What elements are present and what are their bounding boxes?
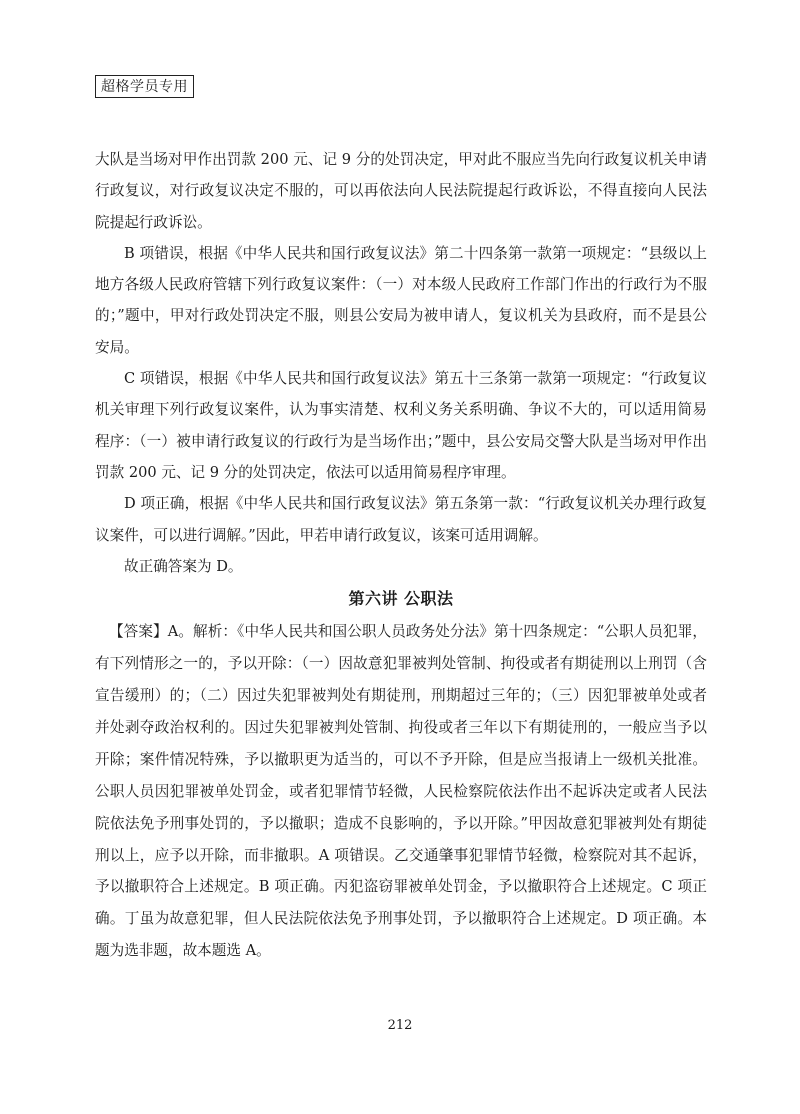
page-number: 212 — [387, 1018, 413, 1033]
section-title: 第六讲 公职法 — [348, 589, 454, 609]
paragraph-conclusion: 故正确答案为 D。 — [124, 557, 243, 575]
document-body — [95, 144, 707, 967]
paragraph-continuation: 大队是当场对甲作出罚款 200 元、记 9 分的处罚决定，甲对此不服应当先向行政复议机关申请行政复议，对行政复议决定不服的，可以再依法向人民法院提起行政诉讼，不得直接向人民法院提起行政诉讼。 — [95, 151, 707, 231]
header-stamp: 超格学员专用 — [95, 75, 194, 98]
answer-paragraph: 【答案】A。解析：《中华人民共和国公职人员政务处分法》第十四条规定：“公职人员犯罪，有下列情形之一的，予以开除：（一）因故意犯罪被判处管制、拘役或者有期徒刑以上刑罚（含宣告缓刑）的；（二）因过失犯罪被判处有期徒刑，刑期超过三年的；（三）因犯罪被单处或者并处剥夺政治权利的。因过失犯罪被判处管制、拘役或者三年以下有期徒刑的，一般应当予以开除；案件情况特殊，予以撤职更为适当的，可以不予开除，但是应当报请上一级机关批准。公职人员因犯罪被单处罚金，或者犯罪情节轻微，人民检察院依法作出不起诉决定或者人民法院依法免予刑事处罚的，予以撤职；造成不良影响的，予以开除。”甲因故意犯罪被判处有期徒刑以上，应予以开除，而非撤职。A 项错误。乙交通肇事犯罪情节轻微，检察院对其不起诉，予以撤职符合上述规定。B 项正确。丙犯盗窃罪被单处罚金，予以撤职符合上述规定。C 项正确。丁虽为故意犯罪，但人民法院依法免予刑事处罚，予以撤职符合上述规定。D 项正确。本题为选非题，故本题选 A。 — [95, 623, 707, 960]
paragraph-option-d: D 项正确，根据《中华人民共和国行政复议法》第五条第一款：“行政复议机关办理行政复议案件，可以进行调解。”因此，甲若申请行政复议，该案可适用调解。 — [95, 495, 707, 544]
paragraph-option-c: C 项错误，根据《中华人民共和国行政复议法》第五十三条第一款第一项规定：“行政复议机关审理下列行政复议案件，认为事实清楚、权利义务关系明确、争议不大的，可以适用简易程序：（一）被申请行政复议的行政行为是当场作出；”题中，县公安局交警大队是当场对甲作出罚款 200 元、记 9 分的处罚决定，依法可以适用简易程序审理。 — [95, 370, 707, 481]
paragraph-option-b: B 项错误，根据《中华人民共和国行政复议法》第二十四条第一款第一项规定：“县级以上地方各级人民政府管辖下列行政复议案件：（一）对本级人民政府工作部门作出的行政行为不服的；”题中，甲对行政处罚决定不服，则县公安局为被申请人，复议机关为县政府，而不是县公安局。 — [95, 244, 707, 356]
